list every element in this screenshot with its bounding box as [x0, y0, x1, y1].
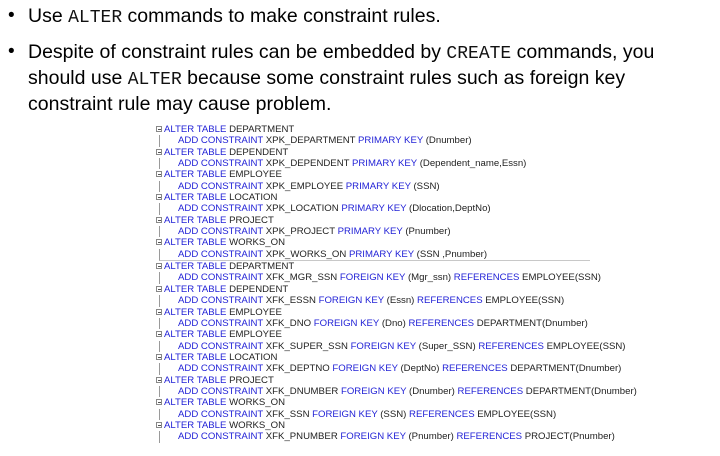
collapse-toggle-icon[interactable] — [156, 171, 162, 177]
sql-alter-line — [156, 237, 590, 248]
bullet-2 — [8, 40, 712, 116]
sql-keyword: ADD CONSTRAINT — [178, 135, 266, 147]
sql-add-constraint-line — [159, 203, 590, 214]
sql-keyword: ALTER TABLE — [164, 397, 230, 409]
sql-keyword: FOREIGN KEY — [318, 295, 387, 307]
sql-columns: (DeptNo) — [400, 363, 440, 375]
collapse-toggle-icon[interactable] — [156, 263, 162, 269]
text-fragment: commands to make constraint rules. — [122, 5, 441, 27]
collapse-toggle-icon[interactable] — [156, 422, 162, 428]
sql-constraint-name: XPK_PROJECT — [265, 226, 338, 238]
sql-add-constraint-line — [159, 181, 590, 192]
sql-ref-table: DEPARTMENT(Dnumber) — [476, 317, 588, 329]
sql-keyword: PRIMARY KEY — [351, 158, 420, 170]
sql-add-constraint-line — [159, 340, 626, 352]
collapse-toggle-icon[interactable] — [156, 194, 162, 200]
sql-keyword: REFERENCES — [439, 363, 511, 375]
sql-table-name: LOCATION — [229, 351, 278, 363]
sql-alter-line — [156, 261, 590, 272]
sql-keyword: ADD CONSTRAINT — [178, 363, 266, 375]
sql-keyword: FOREIGN KEY — [313, 317, 382, 329]
sql-keyword: FOREIGN KEY — [332, 363, 401, 375]
bullet-1 — [8, 4, 712, 30]
sql-keyword: ADD CONSTRAINT — [178, 180, 266, 192]
sql-keyword: ADD CONSTRAINT — [178, 408, 266, 420]
collapse-toggle-icon[interactable] — [156, 149, 162, 155]
sql-constraint-name: XFK_DEPTNO — [265, 363, 333, 375]
sql-code-screenshot — [156, 124, 637, 443]
sql-constraint-name: XPK_DEPENDENT — [265, 158, 352, 170]
sql-keyword: FOREIGN KEY — [350, 340, 419, 352]
sql-alter-line — [156, 124, 590, 135]
sql-keyword: ADD CONSTRAINT — [178, 431, 266, 443]
sql-keyword: REFERENCES — [451, 272, 523, 284]
code-keyword: ALTER — [68, 8, 123, 28]
sql-table-name: DEPARTMENT — [229, 261, 295, 273]
sql-constraint-name: XFK_PNUMBER — [265, 431, 341, 443]
sql-add-constraint-line — [159, 249, 590, 261]
sql-constraint-name: XFK_ESSN — [265, 295, 319, 307]
sql-ref-table: EMPLOYEE(SSN) — [522, 272, 601, 284]
sql-columns: (Mgr_ssn) — [407, 272, 452, 284]
sql-columns: (Dnumber) — [409, 385, 455, 397]
sql-columns: (Dnumber) — [425, 135, 472, 147]
sql-keyword: ALTER TABLE — [164, 261, 230, 273]
collapse-toggle-icon[interactable] — [156, 377, 162, 383]
sql-keyword: ALTER TABLE — [164, 283, 230, 295]
sql-add-constraint-line — [159, 226, 590, 237]
sql-constraint-name: XFK_MGR_SSN — [265, 272, 340, 284]
collapse-toggle-icon[interactable] — [156, 239, 162, 245]
text-fragment: Despite of constraint rules can be embedded by — [28, 41, 447, 63]
collapse-toggle-icon[interactable] — [156, 286, 162, 292]
sql-table-name: WORKS_ON — [229, 237, 286, 249]
sql-add-constraint-line — [159, 272, 601, 284]
sql-alter-line — [156, 192, 590, 203]
sql-keyword: ALTER TABLE — [164, 329, 230, 341]
text-fragment: commands, you should use — [28, 41, 655, 89]
text-fragment: Use — [28, 5, 69, 27]
sql-keyword: REFERENCES — [414, 295, 486, 307]
sql-keyword: FOREIGN KEY — [340, 431, 409, 443]
sql-table-name: DEPENDENT — [229, 146, 289, 158]
sql-ref-table: EMPLOYEE(SSN) — [546, 340, 626, 352]
sql-keyword: ADD CONSTRAINT — [178, 340, 266, 352]
bullet-text — [28, 4, 441, 30]
code-keyword: CREATE — [446, 44, 512, 64]
sql-columns: (SSN) — [413, 180, 440, 192]
sql-table-name: WORKS_ON — [229, 397, 286, 409]
sql-columns: (Pnumber) — [408, 431, 454, 443]
sql-keyword: ADD CONSTRAINT — [178, 295, 266, 307]
sql-table-name: WORKS_ON — [229, 419, 286, 431]
sql-keyword: REFERENCES — [405, 317, 477, 329]
sql-add-constraint-line — [159, 363, 622, 375]
sql-alter-line — [156, 397, 590, 408]
bullet-dot: • — [8, 5, 15, 26]
sql-constraint-name: XPK_DEPARTMENT — [265, 135, 359, 147]
sql-table-name: EMPLOYEE — [229, 329, 282, 341]
sql-keyword: ALTER TABLE — [164, 146, 230, 158]
sql-table-name: PROJECT — [229, 374, 274, 386]
sql-keyword: ALTER TABLE — [164, 351, 230, 363]
sql-alter-line — [156, 147, 590, 158]
sql-ref-table: DEPARTMENT(Dnumber) — [525, 385, 637, 397]
sql-constraint-name: XFK_DNO — [265, 317, 314, 329]
text-fragment: because some constraint rules such as foreign key constraint rule may cause problem. — [28, 67, 626, 115]
sql-keyword: ADD CONSTRAINT — [178, 272, 266, 284]
sql-add-constraint-line — [159, 431, 615, 443]
sql-columns: (Super_SSN) — [418, 340, 476, 352]
slide-bullets — [8, 4, 712, 126]
sql-keyword: ALTER TABLE — [164, 169, 230, 181]
collapse-toggle-icon[interactable] — [156, 354, 162, 360]
sql-keyword: PRIMARY KEY — [348, 248, 417, 260]
code-keyword: ALTER — [127, 70, 182, 90]
collapse-toggle-icon[interactable] — [156, 126, 162, 132]
sql-columns: (SSN) — [380, 408, 407, 420]
sql-ref-table: DEPARTMENT(Dnumber) — [510, 363, 622, 375]
sql-keyword: PRIMARY KEY — [345, 180, 414, 192]
sql-table-name: EMPLOYEE — [229, 306, 282, 318]
sql-columns: (Dependent_name,Essn) — [419, 158, 527, 170]
sql-constraint-name: XFK_SSN — [265, 408, 313, 420]
sql-alter-line — [156, 169, 590, 180]
sql-keyword: ADD CONSTRAINT — [178, 203, 266, 215]
sql-keyword: FOREIGN KEY — [312, 408, 381, 420]
sql-add-constraint-line — [159, 295, 590, 306]
sql-alter-line — [156, 420, 590, 431]
sql-alter-line — [156, 375, 590, 386]
sql-alter-line — [156, 284, 590, 295]
collapse-toggle-icon[interactable] — [156, 309, 162, 315]
sql-table-name: LOCATION — [229, 192, 278, 204]
sql-keyword: ADD CONSTRAINT — [178, 317, 266, 329]
sql-keyword: ALTER TABLE — [164, 192, 230, 204]
sql-add-constraint-line — [159, 135, 590, 146]
sql-columns: (Dlocation,DeptNo) — [409, 203, 491, 215]
sql-table-name: PROJECT — [229, 214, 274, 226]
sql-add-constraint-line — [159, 318, 590, 329]
sql-constraint-name: XFK_SUPER_SSN — [265, 340, 351, 352]
sql-ref-table: EMPLOYEE(SSN) — [485, 295, 565, 307]
sql-constraint-name: XPK_EMPLOYEE — [265, 180, 346, 192]
sql-alter-line — [156, 307, 590, 318]
sql-columns: (SSN ,Pnumber) — [416, 248, 488, 260]
sql-alter-line — [156, 352, 590, 363]
sql-table-name: DEPARTMENT — [229, 124, 295, 135]
sql-table-name: EMPLOYEE — [229, 169, 282, 181]
sql-keyword: REFERENCES — [453, 431, 525, 443]
bullet-dot: • — [8, 41, 15, 62]
sql-keyword: PRIMARY KEY — [341, 203, 410, 215]
sql-keyword: ALTER TABLE — [164, 419, 230, 431]
sql-ref-table: EMPLOYEE(SSN) — [477, 408, 557, 420]
sql-keyword: ADD CONSTRAINT — [178, 158, 266, 170]
sql-table-name: DEPENDENT — [229, 283, 289, 295]
collapse-toggle-icon[interactable] — [156, 217, 162, 223]
sql-keyword: ALTER TABLE — [164, 237, 230, 249]
sql-add-constraint-line — [159, 385, 637, 397]
sql-keyword: REFERENCES — [406, 408, 478, 420]
sql-keyword: ALTER TABLE — [164, 124, 230, 135]
sql-keyword: ALTER TABLE — [164, 374, 230, 386]
sql-columns: (Essn) — [386, 295, 415, 307]
sql-keyword: ALTER TABLE — [164, 306, 230, 318]
sql-keyword: FOREIGN KEY — [339, 272, 408, 284]
sql-constraint-name: XPK_LOCATION — [265, 203, 342, 215]
sql-keyword: REFERENCES — [475, 340, 547, 352]
sql-columns: (Dno) — [381, 317, 406, 329]
sql-keyword: ALTER TABLE — [164, 214, 230, 226]
sql-keyword: FOREIGN KEY — [340, 385, 410, 397]
sql-keyword: ADD CONSTRAINT — [178, 248, 266, 260]
sql-constraint-name: XPK_WORKS_ON — [265, 248, 349, 260]
sql-add-constraint-line — [159, 409, 590, 420]
sql-alter-line — [156, 329, 590, 340]
sql-add-constraint-line — [159, 158, 590, 169]
sql-columns: (Pnumber) — [405, 226, 451, 238]
sql-keyword: ADD CONSTRAINT — [178, 385, 266, 397]
sql-keyword: REFERENCES — [454, 385, 526, 397]
sql-alter-line — [156, 215, 590, 226]
collapse-toggle-icon[interactable] — [156, 399, 162, 405]
sql-keyword: PRIMARY KEY — [358, 135, 426, 147]
bullet-text — [28, 40, 712, 116]
sql-constraint-name: XFK_DNUMBER — [265, 385, 341, 397]
collapse-toggle-icon[interactable] — [156, 331, 162, 337]
sql-ref-table: PROJECT(Pnumber) — [524, 431, 615, 443]
sql-keyword: PRIMARY KEY — [337, 226, 406, 238]
sql-keyword: ADD CONSTRAINT — [178, 226, 266, 238]
